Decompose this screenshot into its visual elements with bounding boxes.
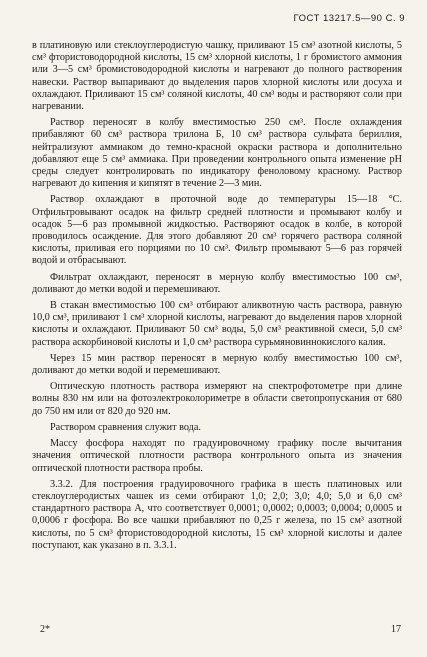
paragraph-9: Массу фосфора находят по градуировочному графику после вычитания значения оптической плотности раствора контрольного опыта из значения оптической плотности раствора пробы. bbox=[32, 438, 402, 474]
page-header: ГОСТ 13217.5—90 С. 9 bbox=[293, 13, 405, 24]
paragraph-10: 3.3.2. Для построения градуировочного графика в шесть платиновых или стеклоуглеродистых чашек из семи отбирают 1,0; 2,0; 3,0; 4,0; 5,0 и 6,0 см³ стандартного раствора А, что соответствует 0,0001; 0,0002; 0,0003; 0,0004; 0,0005 и 0,0006 г фосфора. Во все чашки прибавляют по 0,25 г железа, по 15 см³ азотной кислоты, по 5 см³ фтористоводородной кислоты, 15 см³ хлорной кислоты и далее поступают, как указано в п. 3.3.1. bbox=[32, 478, 402, 551]
paragraph-7: Оптическую плотность раствора измеряют на спектрофотометре при длине волны 830 нм или на фотоэлектроколориметре в области светопропускания от 680 до 750 нм или от 820 до 920 нм. bbox=[32, 381, 402, 417]
paragraph-6: Через 15 мин раствор переносят в мерную колбу вместимостью 100 см³, доливают до метки водой и перемешивают. bbox=[32, 352, 402, 377]
paragraph-1: в платиновую или стеклоуглеродистую чашку, приливают 15 см³ азотной кислоты, 5 см³ фтористоводородной кислоты, 15 см³ хлорной кислоты, 1 г бромистого аммония или 3—5 см³ бромистоводородной кислоты и нагревают до полного растворения навески. Раствор выпаривают до выделения паров хлорной кислоты или досуха и охлаждают. Приливают 15 см³ соляной кислоты, 40 см³ воды и растворяют соли при нагревании. bbox=[32, 40, 402, 113]
page-number: 17 bbox=[391, 624, 401, 635]
paragraph-3: Раствор охлаждают в проточной воде до температуры 15—18 °С. Отфильтровывают осадок на фильтр средней плотности и промывают колбу и осадок 5—6 раз промывной жидкостью. Растворяют осадок в колбе, в которой проводилось осаждение. Для этого добавляют 20 см³ горячего раствора соляной кислоты, приливая его порциями по 10 см³. Фильтр промывают 5—6 раз горячей водой и отбрасывают. bbox=[32, 194, 402, 267]
paragraph-2: Раствор переносят в колбу вместимостью 250 см³. После охлаждения прибавляют 60 см³ раствора трилона Б, 10 см³ раствора сульфата бериллия, нейтрализуют аммиаком до темно-красной окраски раствора и дополнительно добавляют еще 5 см³ аммиака. При проведении контрольного опыта изменение pH среды следует контролировать по индикатору феноловому красному. Раствор нагревают до кипения и кипятят в течение 2—3 мин. bbox=[32, 117, 402, 190]
paragraph-5: В стакан вместимостью 100 см³ отбирают аликвотную часть раствора, равную 10,0 см³, приливают 1 см³ хлорной кислоты, нагревают до выделения паров хлорной кислоты и охлаждают. Приливают 50 см³ воды, 5,0 см³ реактивной смеси, 5,0 см³ раствора аскорбиновой кислоты и 1,0 см³ раствора сурьмяновиннокислого калия. bbox=[32, 300, 402, 348]
paragraph-4: Фильтрат охлаждают, переносят в мерную колбу вместимостью 100 см³, доливают до метки водой и перемешивают. bbox=[32, 271, 402, 295]
paragraph-8: Раствором сравнения служит вода. bbox=[50, 421, 201, 433]
body-text bbox=[32, 40, 402, 556]
signature-mark: 2* bbox=[40, 624, 50, 635]
